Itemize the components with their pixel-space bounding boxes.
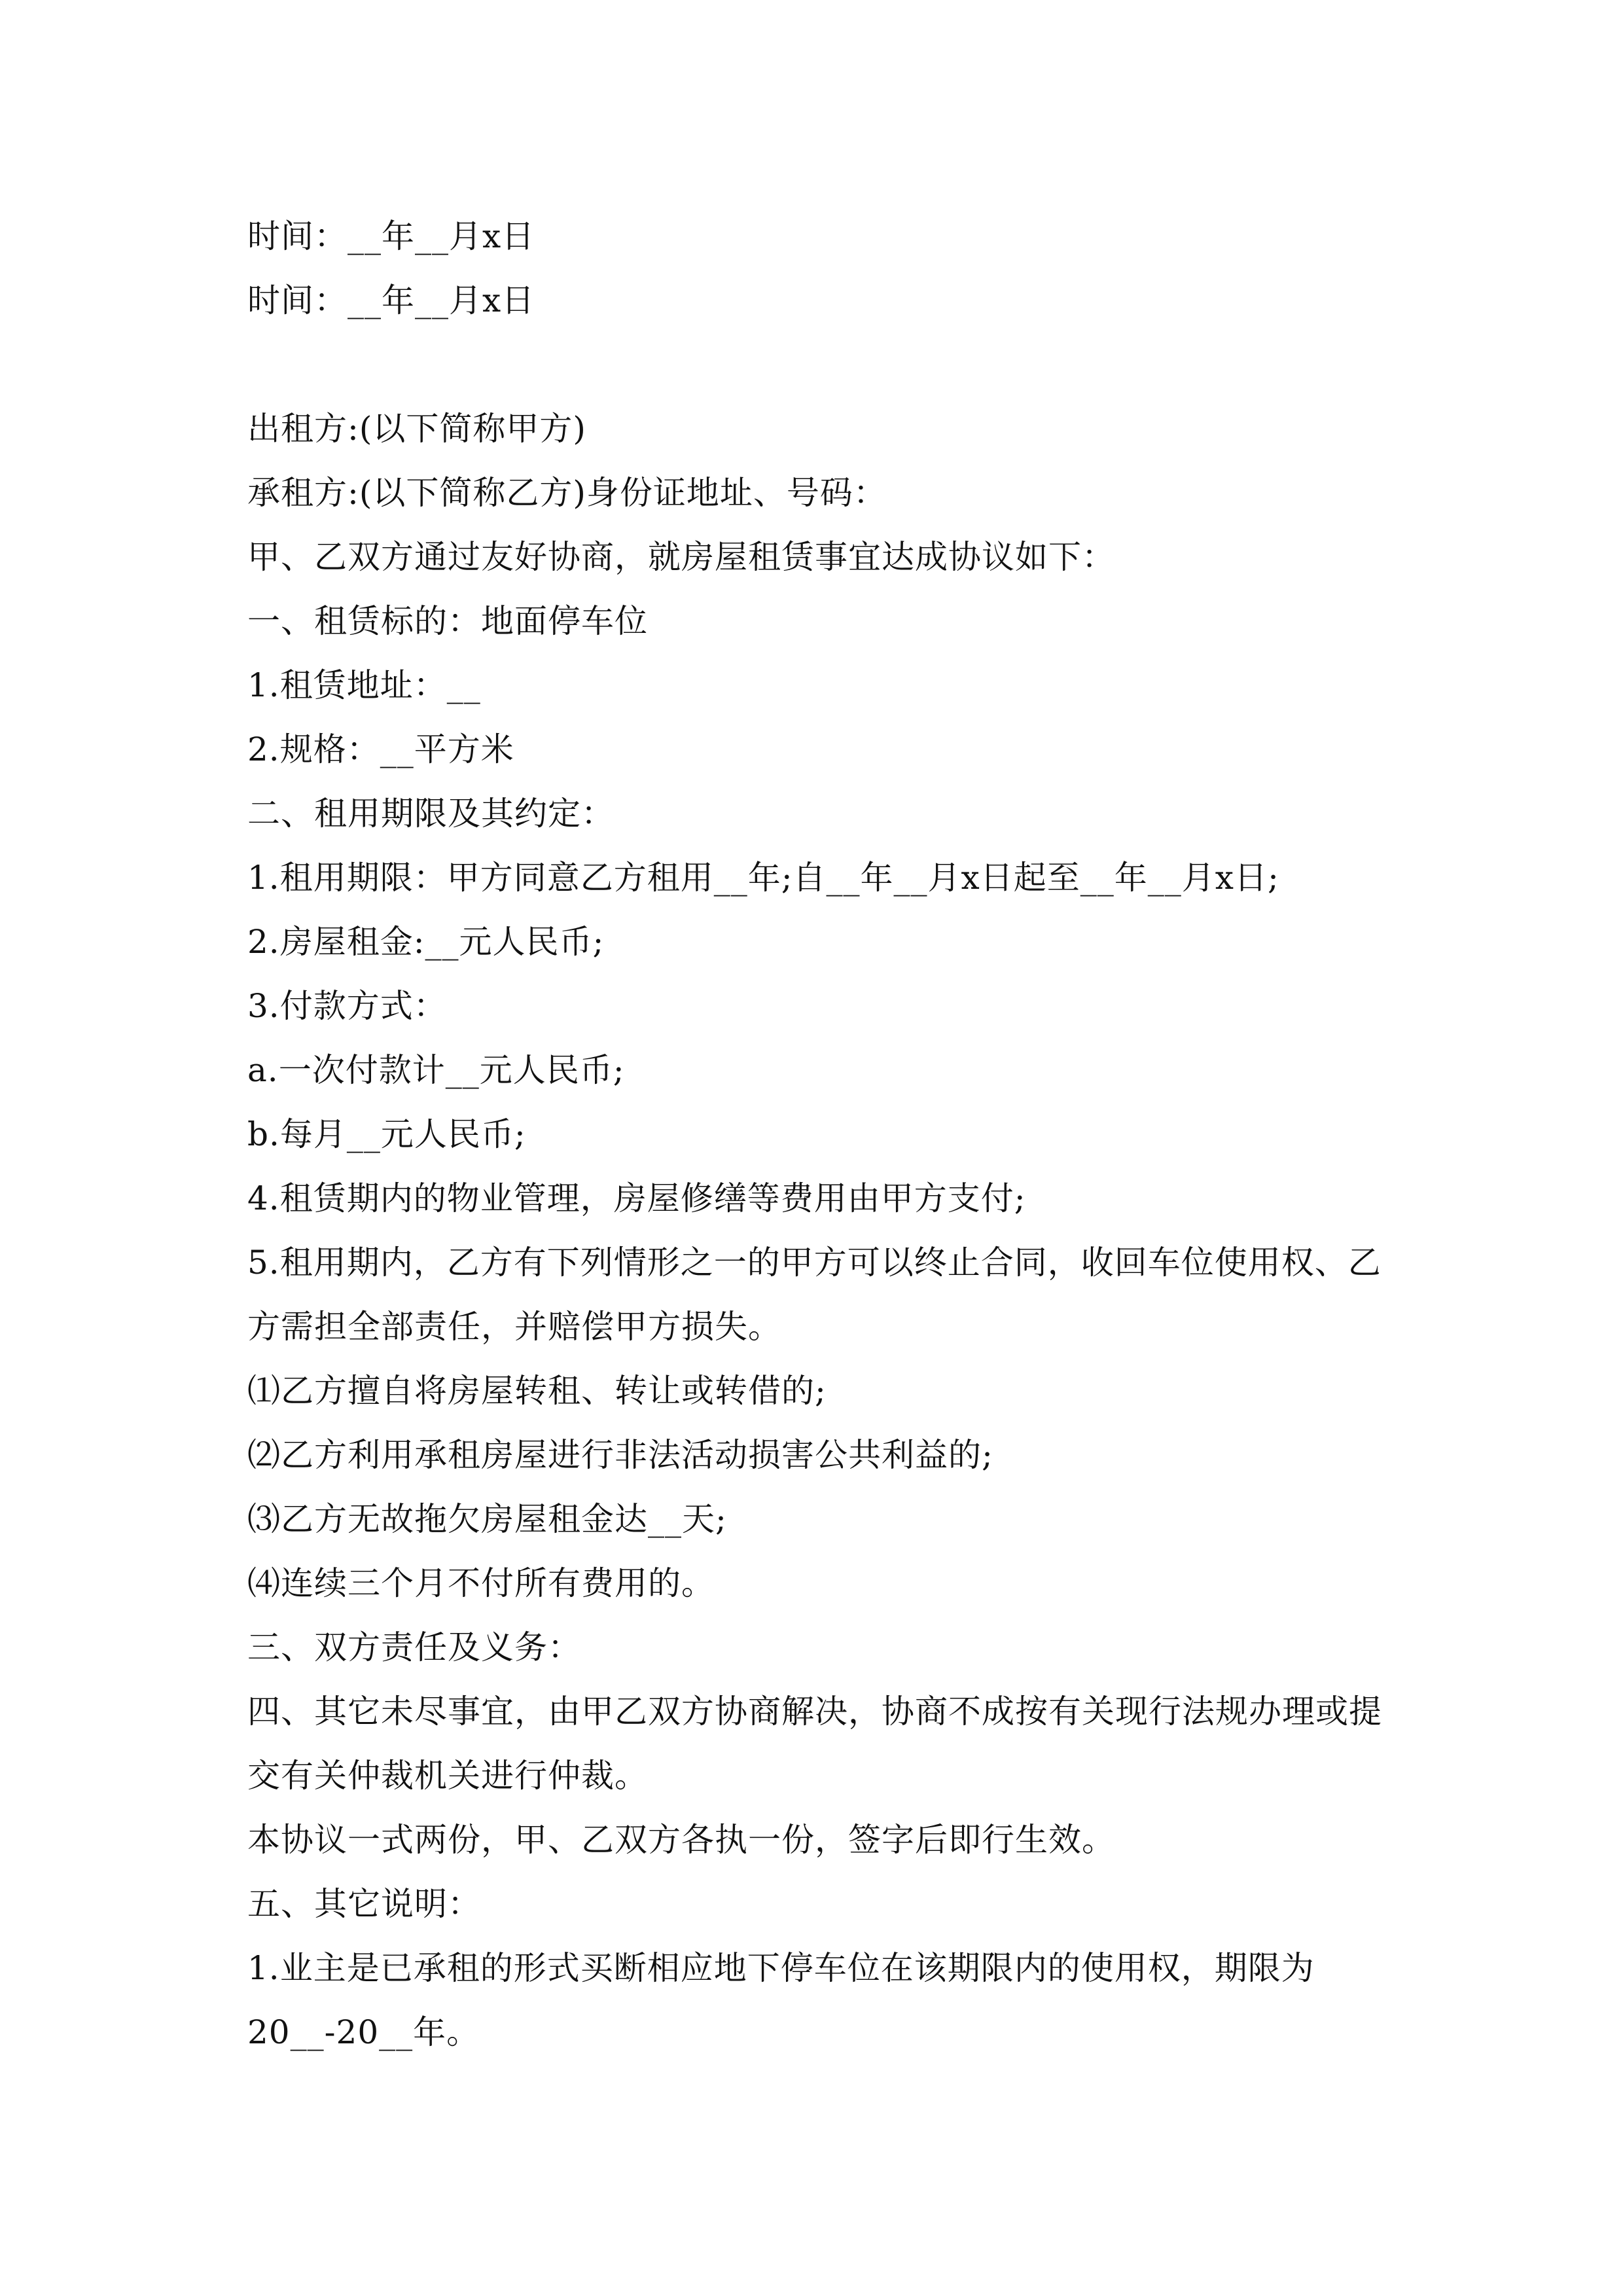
termination-condition: ⑵乙方利用承租房屋进行非法活动损害公共利益的; — [247, 1436, 993, 1474]
section-5-item-1: 1.业主是已承租的形式买断相应地下停车位在该期限内的使用权，期限为20__-20__年。 — [247, 1949, 1315, 2051]
section-2-item: a.一次付款计__元人民币; — [247, 1051, 625, 1089]
date-line: 时间：__年__月x日 — [247, 281, 535, 319]
section-2-item: 4.租赁期内的物业管理，房屋修缮等费用由甲方支付; — [247, 1179, 1026, 1217]
intro-line: 甲、乙双方通过友好协商，就房屋租赁事宜达成协议如下： — [247, 538, 1115, 576]
section-2-item: 2.房屋租金:__元人民币; — [247, 923, 605, 961]
section-1-title: 一、租赁标的：地面停车位 — [247, 602, 648, 640]
spacer — [247, 332, 1399, 397]
section-2-item: 1.租用期限：甲方同意乙方租用__年;自__年__月x日起至__年__月x日; — [247, 859, 1279, 897]
termination-condition: ⑷连续三个月不付所有费用的。 — [247, 1564, 715, 1602]
lessor-line: 出租方:(以下简称甲方) — [247, 410, 586, 448]
date-line: 时间：__年__月x日 — [247, 217, 535, 255]
section-3-title: 三、双方责任及义务： — [247, 1628, 581, 1666]
section-2-title: 二、租用期限及其约定： — [247, 795, 615, 833]
section-4-text: 四、其它未尽事宜，由甲乙双方协商解决，协商不成按有关现行法规办理或提交有关仲裁机关进行仲裁。 — [247, 1693, 1382, 1795]
section-1-item: 2.规格：__平方米 — [247, 730, 514, 768]
section-2-item-5: 5.租用期内，乙方有下列情形之一的甲方可以终止合同，收回车位使用权、乙方需担全部责任，并赔偿甲方损失。 — [247, 1244, 1382, 1346]
section-1-item: 1.租赁地址：__ — [247, 666, 481, 704]
section-2-item: b.每月__元人民币; — [247, 1115, 526, 1153]
copies-clause: 本协议一式两份，甲、乙双方各执一份，签字后即行生效。 — [247, 1821, 1115, 1859]
section-2-item: 3.付款方式： — [247, 987, 447, 1025]
termination-condition: ⑴乙方擅自将房屋转租、转让或转借的; — [247, 1372, 827, 1410]
section-5-title: 五、其它说明： — [247, 1885, 481, 1923]
termination-condition: ⑶乙方无故拖欠房屋租金达__天; — [247, 1500, 727, 1538]
lessee-line: 承租方:(以下简称乙方)身份证地址、号码： — [247, 474, 887, 512]
document-body — [247, 204, 1399, 2064]
